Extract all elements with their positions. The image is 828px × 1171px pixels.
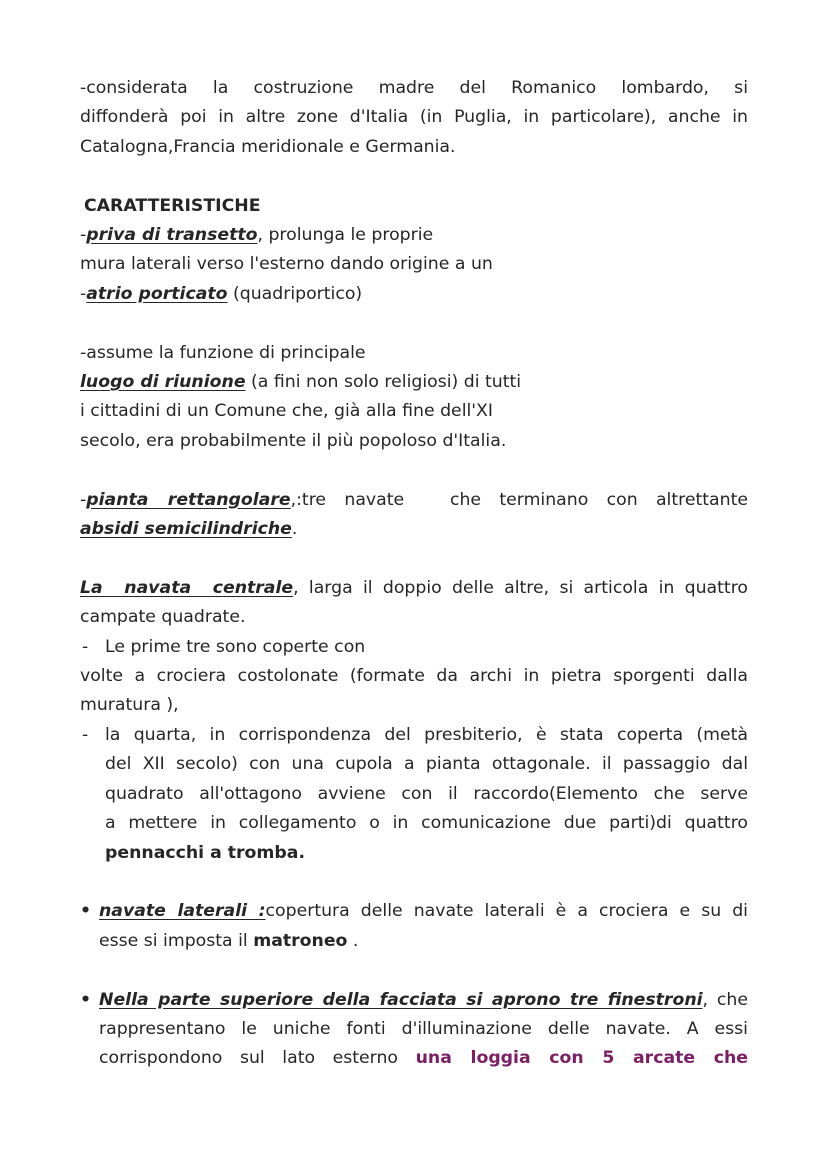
- navata-line-5: muratura ),: [80, 695, 179, 716]
- dash-item-2-line-2: del XII secolo) con una cupola a pianta ottagonale. il passaggio dal: [105, 754, 748, 775]
- intro-paragraph: [80, 74, 748, 162]
- atrio-term: atrio porticato: [86, 283, 228, 304]
- bullet-item-1: [80, 897, 748, 956]
- bullet-2-line-1: Nella parte superiore della facciata si aprono tre finestroni, che: [99, 989, 749, 1010]
- bullet-item-2: [80, 986, 748, 1074]
- dash-item-1: [80, 633, 748, 662]
- dash-item-2: [80, 721, 748, 868]
- transetto-line-1: -priva di transetto, prolunga le proprie: [80, 225, 434, 246]
- dash-marker: -: [82, 636, 89, 657]
- pianta-term: pianta rettangolare: [86, 489, 291, 510]
- riunione-paragraph: [80, 339, 748, 457]
- dash-item-2-line-1: la quarta, in corrispondenza del presbiterio, è stata coperta (metà: [105, 724, 748, 745]
- pianta-line-1: -pianta rettangolare,:tre navate che terminano con altrettante: [80, 489, 748, 510]
- navata-centrale-term: La navata centrale: [80, 577, 294, 598]
- transetto-line-2: mura laterali verso l'esterno dando origine a un: [80, 254, 493, 275]
- pianta-line-2: absidi semicilindriche.: [80, 519, 298, 540]
- dash-item-1-text: Le prime tre sono coperte con: [105, 636, 366, 657]
- bullet-1-line-1: navate laterali :copertura delle navate laterali è a crociera e su di: [99, 901, 748, 922]
- navata-line-4: volte a crociera costolonate (formate da archi in pietra sporgenti dalla: [80, 666, 748, 687]
- transetto-line-3: -atrio porticato (quadriportico): [80, 283, 363, 304]
- riunione-line-1: -assume la funzione di principale: [80, 342, 366, 363]
- dash-item-2-line-5: pennacchi a tromba.: [105, 842, 306, 863]
- section-heading: CARATTERISTICHE: [84, 195, 261, 216]
- bullet-2-line-3: corrispondono sul lato esterno una loggia con 5 arcate che: [99, 1048, 748, 1069]
- navata-paragraph: [80, 574, 748, 868]
- navate-laterali-term: navate laterali :: [99, 901, 266, 922]
- riunione-line-4: secolo, era probabilmente il più popoloso d'Italia.: [80, 430, 507, 451]
- navata-line-2: campate quadrate.: [80, 607, 246, 628]
- dash-item-2-line-4: a mettere in collegamento o in comunicazione due parti)di quattro: [105, 813, 748, 834]
- finestroni-term: Nella parte superiore della facciata si aprono tre finestroni: [99, 989, 703, 1010]
- document-page: [80, 74, 748, 1074]
- dash-marker: -: [82, 724, 89, 745]
- intro-line-1: -considerata la costruzione madre del Romanico lombardo, si: [80, 78, 748, 98]
- transetto-term: priva di transetto: [86, 225, 258, 246]
- intro-line-2: diffonderà poi in altre zone d'Italia (in Puglia, in particolare), anche in: [80, 107, 748, 128]
- bullet-marker: •: [80, 901, 92, 922]
- riunione-term: luogo di riunione: [80, 372, 246, 393]
- transetto-paragraph: [80, 221, 748, 309]
- loggia-term: una loggia con 5 arcate che: [415, 1048, 748, 1069]
- bullet-2-line-2: rappresentano le uniche fonti d'illuminazione delle navate. A essi: [99, 1018, 748, 1039]
- bullet-marker: •: [80, 989, 92, 1010]
- intro-line-3: Catalogna,Francia meridionale e Germania.: [80, 136, 456, 157]
- matroneo-term: matroneo: [253, 930, 348, 951]
- navata-line-1: La navata centrale, larga il doppio delle altre, si articola in quattro: [80, 577, 748, 598]
- pianta-paragraph: [80, 486, 748, 545]
- riunione-line-2: luogo di riunione (a fini non solo religiosi) di tutti: [80, 372, 522, 393]
- bullet-1-line-2: esse si imposta il matroneo .: [99, 930, 359, 951]
- dash-item-2-line-3: quadrato all'ottagono avviene con il raccordo(Elemento che serve: [105, 783, 748, 804]
- absidi-term: absidi semicilindriche: [80, 519, 292, 540]
- riunione-line-3: i cittadini di un Comune che, già alla fine dell'XI: [80, 401, 493, 422]
